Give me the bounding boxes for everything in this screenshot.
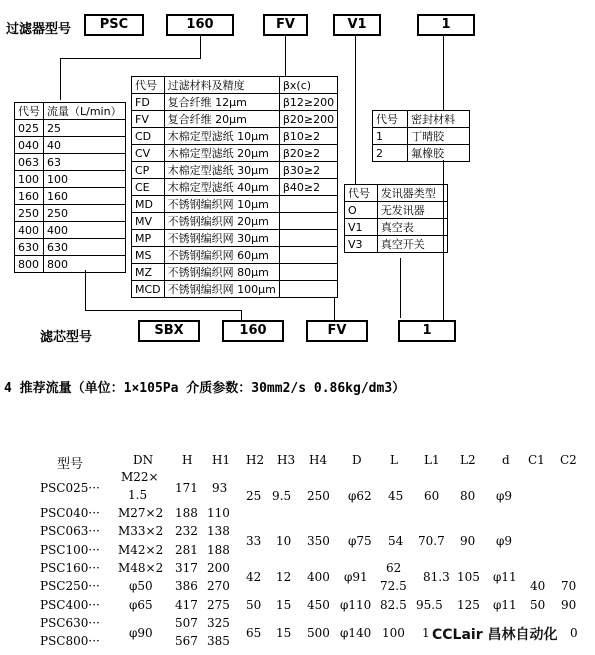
flow-table (14, 102, 126, 273)
cell: 真空表 (377, 219, 447, 236)
cell (279, 213, 337, 230)
h1-value: 93 (212, 481, 228, 495)
cell: 不锈钢编织网 100μm (164, 281, 279, 298)
cell: CV (132, 145, 165, 162)
cell: β20≥200 (279, 111, 337, 128)
element-code-material: FV (306, 320, 368, 342)
dim-value: 400 (307, 570, 330, 584)
dim-value: 90 (561, 598, 577, 612)
cell: MS (132, 247, 165, 264)
filter-model-label: 过滤器型号 (6, 22, 72, 37)
cell: O (345, 202, 378, 219)
dim-header: L2 (460, 453, 476, 467)
filter-material-table (131, 76, 338, 298)
connector (241, 310, 242, 320)
element-model-label: 滤芯型号 (40, 330, 93, 345)
dim-header: H2 (246, 453, 265, 467)
dn-value: M48×2 (118, 561, 164, 575)
dim-value: 12 (276, 570, 292, 584)
dim-value: 40 (530, 579, 546, 593)
h1-value: 110 (207, 506, 230, 520)
dim-value: 25 (246, 489, 262, 503)
connector (200, 36, 201, 58)
dim-value: 95.5 (416, 598, 443, 612)
cell: 630 (44, 239, 126, 256)
model-name: PSC025··· (40, 481, 100, 495)
h-value: 417 (175, 598, 198, 612)
h1-value: 325 (207, 616, 230, 630)
element-code-flow: 160 (222, 320, 284, 342)
th: 代号 (132, 77, 165, 94)
cell: 无发讯器 (377, 202, 447, 219)
cell: 630 (15, 239, 44, 256)
dim-value: 500 (307, 626, 330, 640)
dim-value: 33 (246, 534, 262, 548)
cell: β30≥2 (279, 162, 337, 179)
cell (279, 247, 337, 264)
element-code-seal: 1 (398, 320, 456, 342)
cell: 800 (15, 256, 44, 273)
dim-value: φ91 (344, 570, 368, 584)
dim-value: 45 (388, 489, 404, 503)
h1-value: 200 (207, 561, 230, 575)
dim-value: 10 (276, 534, 292, 548)
h1-value: 385 (207, 634, 230, 648)
cell: 160 (15, 188, 44, 205)
code-box-series: PSC (84, 14, 144, 36)
h-value: 507 (175, 616, 198, 630)
dim-value: 1 (422, 626, 430, 640)
connector (60, 58, 61, 100)
dim-header: D (352, 453, 362, 467)
h-value: 232 (175, 524, 198, 538)
connector (400, 258, 401, 318)
cell: 木棉定型滤纸 10μm (164, 128, 279, 145)
dn-value: φ90 (129, 626, 153, 640)
cell: MCD (132, 281, 165, 298)
dn-value: M22× (121, 470, 159, 484)
dim-value: φ140 (340, 626, 372, 640)
th: βx(c) (279, 77, 337, 94)
model-name: PSC063··· (40, 524, 100, 538)
cell: 不锈钢编织网 20μm (164, 213, 279, 230)
cell: 木棉定型滤纸 20μm (164, 145, 279, 162)
cell: β10≥2 (279, 128, 337, 145)
dim-value: φ62 (348, 489, 372, 503)
cell: 040 (15, 137, 44, 154)
h-value: 188 (175, 506, 198, 520)
section-title: 4 推荐流量（单位：1×105Pa 介质参数：30mm2/s 0.86kg/dm3） (4, 381, 406, 396)
h1-value: 275 (207, 598, 230, 612)
model-name: PSC800··· (40, 634, 100, 648)
th: 代号 (345, 185, 378, 202)
cell (279, 196, 337, 213)
connector (285, 36, 286, 76)
dim-value: 54 (388, 534, 404, 548)
dim-header: d (502, 453, 510, 467)
model-name: PSC250··· (40, 579, 100, 593)
dim-value: 125 (457, 598, 480, 612)
th: 发讯器类型 (377, 185, 447, 202)
connector (443, 36, 444, 110)
dn-value: M27×2 (118, 506, 164, 520)
dim-header: H1 (212, 453, 231, 467)
cell (279, 230, 337, 247)
cell: β20≥2 (279, 145, 337, 162)
dim-value: 81.3 (423, 570, 450, 584)
connector (334, 297, 335, 320)
cell: CD (132, 128, 165, 145)
cell: 不锈钢编织网 30μm (164, 230, 279, 247)
cell: V3 (345, 236, 378, 253)
watermark-logo: CCLair 昌林自动化 (432, 624, 558, 644)
h1-value: 270 (207, 579, 230, 593)
connector (85, 270, 86, 310)
connector (355, 36, 356, 184)
cell: 160 (44, 188, 126, 205)
dim-value: 105 (457, 570, 480, 584)
cell: 木棉定型滤纸 40μm (164, 179, 279, 196)
dim-value: φ11 (493, 598, 517, 612)
dn-value: M42×2 (118, 543, 164, 557)
cell: 800 (44, 256, 126, 273)
h-value: 171 (175, 481, 198, 495)
cell: 063 (15, 154, 44, 171)
cell: 不锈钢编织网 60μm (164, 247, 279, 264)
cell: 复合纤维 20μm (164, 111, 279, 128)
dim-value: 42 (246, 570, 262, 584)
dn-value: φ50 (129, 579, 153, 593)
cell: 25 (44, 120, 126, 137)
cell: MV (132, 213, 165, 230)
model-name: PSC100··· (40, 543, 100, 557)
dim-value: 50 (246, 598, 262, 612)
dim-value: 72.5 (380, 579, 407, 593)
dim-value: 350 (307, 534, 330, 548)
cell: β12≥200 (279, 94, 337, 111)
connector (85, 310, 242, 311)
dim-value: 82.5 (380, 598, 407, 612)
dim-header: L1 (424, 453, 440, 467)
dn-value: 1.5 (128, 488, 148, 502)
dim-value: 70.7 (418, 534, 445, 548)
dim-value: 80 (460, 489, 476, 503)
h-value: 317 (175, 561, 198, 575)
h1-value: 188 (207, 543, 230, 557)
cell: 40 (44, 137, 126, 154)
cell: MZ (132, 264, 165, 281)
cell: 1 (373, 128, 408, 145)
connector (443, 160, 444, 320)
dim-value: 62 (386, 561, 402, 575)
code-box-seal: 1 (417, 14, 475, 36)
th: 代号 (15, 103, 44, 120)
cell: 不锈钢编织网 80μm (164, 264, 279, 281)
signal-table (344, 184, 448, 253)
dim-header: DN (133, 453, 154, 467)
dim-header: H4 (309, 453, 328, 467)
model-name: PSC040··· (40, 506, 100, 520)
dim-header: C1 (528, 453, 545, 467)
cell: MD (132, 196, 165, 213)
connector (60, 58, 201, 59)
h-value: 281 (175, 543, 198, 557)
cell: 2 (373, 145, 408, 162)
dim-value: φ110 (340, 598, 372, 612)
dim-value: 450 (307, 598, 330, 612)
cell (279, 281, 337, 298)
th: 密封材料 (408, 111, 470, 128)
cell: 复合纤维 12μm (164, 94, 279, 111)
model-name: PSC630··· (40, 616, 100, 630)
dim-header: H3 (277, 453, 296, 467)
cell: 250 (15, 205, 44, 222)
h-value: 386 (175, 579, 198, 593)
dn-value: M33×2 (118, 524, 164, 538)
dim-header: C2 (560, 453, 577, 467)
cell: 丁晴胶 (408, 128, 470, 145)
dim-value: 65 (246, 626, 262, 640)
dim-value: 250 (307, 489, 330, 503)
cell: 不锈钢编织网 10μm (164, 196, 279, 213)
cell: 025 (15, 120, 44, 137)
cell: β40≥2 (279, 179, 337, 196)
dim-value: 60 (424, 489, 440, 503)
cell: 250 (44, 205, 126, 222)
cell: 100 (44, 171, 126, 188)
dim-value: 0 (570, 626, 578, 640)
dim-value: φ75 (348, 534, 372, 548)
code-box-signal: V1 (333, 14, 381, 36)
dim-value: 15 (276, 598, 292, 612)
cell: 氟橡胶 (408, 145, 470, 162)
th: 过滤材料及精度 (164, 77, 279, 94)
dn-value: φ65 (129, 598, 153, 612)
model-name: PSC400··· (40, 598, 100, 612)
dim-value: 9.5 (272, 489, 292, 503)
cell (279, 264, 337, 281)
code-box-flow: 160 (166, 14, 234, 36)
dim-value: φ9 (496, 489, 513, 503)
model-name: PSC160··· (40, 561, 100, 575)
cell: CE (132, 179, 165, 196)
cell: 真空开关 (377, 236, 447, 253)
cell: CP (132, 162, 165, 179)
h-value: 567 (175, 634, 198, 648)
th: 流量（L/min） (44, 103, 126, 120)
h1-value: 138 (207, 524, 230, 538)
cell: 400 (15, 222, 44, 239)
dim-header: 型号 (57, 457, 84, 472)
dim-header: H (182, 453, 193, 467)
dim-value: φ9 (496, 534, 513, 548)
dim-value: φ11 (493, 570, 517, 584)
dim-value: 50 (530, 598, 546, 612)
cell: FD (132, 94, 165, 111)
dim-value: 70 (561, 579, 577, 593)
cell: 63 (44, 154, 126, 171)
cell: 400 (44, 222, 126, 239)
dim-header: L (390, 453, 398, 467)
dim-value: 15 (276, 626, 292, 640)
code-box-material: FV (263, 14, 308, 36)
cell: FV (132, 111, 165, 128)
dim-value: 100 (382, 626, 405, 640)
cell: MP (132, 230, 165, 247)
dim-value: 90 (460, 534, 476, 548)
cell: V1 (345, 219, 378, 236)
element-code-series: SBX (138, 320, 200, 342)
cell: 木棉定型滤纸 30μm (164, 162, 279, 179)
th: 代号 (373, 111, 408, 128)
cell: 100 (15, 171, 44, 188)
seal-table (372, 110, 470, 162)
